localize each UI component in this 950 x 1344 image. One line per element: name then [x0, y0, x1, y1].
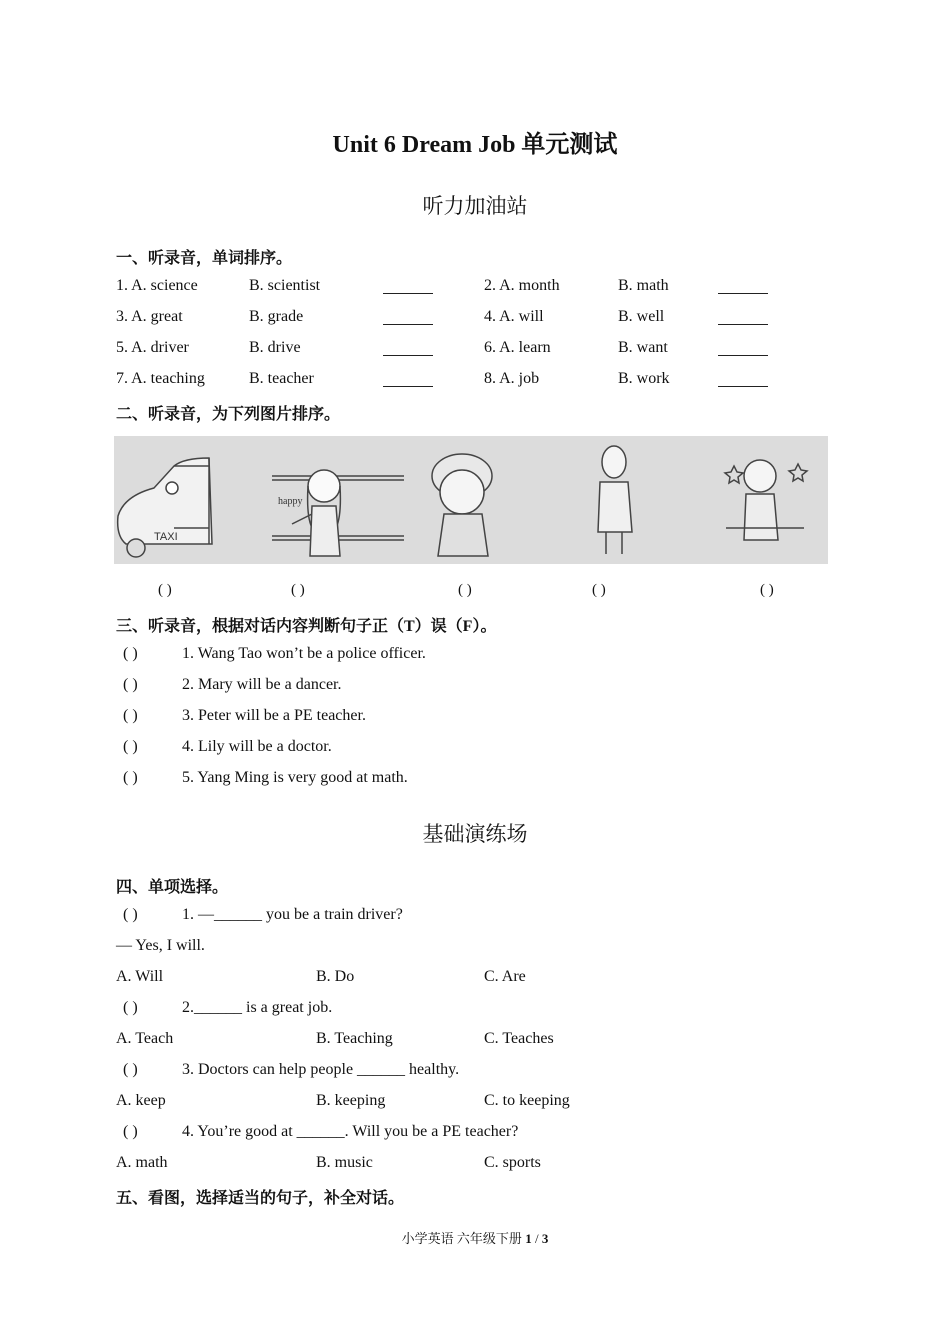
answer-blank[interactable] [383, 370, 433, 392]
page-number: 1 [525, 1231, 532, 1246]
tf-statement: 5. Yang Ming is very good at math. [182, 769, 408, 786]
mc-question-text: 2.______ is a great job. [182, 999, 333, 1016]
word-option: 1. A. science [116, 277, 198, 294]
section-2-title: 二、听录音，为下列图片排序。 [116, 406, 341, 423]
board-label: happy [278, 496, 303, 507]
taxi-label: TAXI [154, 531, 178, 543]
word-option: B. well [618, 308, 665, 325]
singer-picture [725, 460, 807, 540]
word-option: 7. A. teaching [116, 370, 205, 387]
word-row [0, 308, 950, 332]
word-option: B. scientist [249, 277, 321, 294]
tf-item [0, 707, 950, 731]
word-option: B. grade [249, 308, 304, 325]
mc-question-text: 1. —______ you be a train driver? [182, 906, 403, 923]
mc-question [0, 1061, 950, 1085]
word-option: B. want [618, 339, 668, 356]
tf-answer-paren[interactable]: ( ) [123, 769, 138, 786]
mc-answer-paren[interactable]: ( ) [123, 1123, 138, 1140]
answer-blank[interactable] [718, 370, 768, 392]
mc-option[interactable]: A. math [116, 1154, 168, 1171]
tf-answer-paren[interactable]: ( ) [123, 645, 138, 662]
answer-blank[interactable] [718, 339, 768, 361]
section-4-title: 四、单项选择。 [116, 879, 229, 896]
mc-options [0, 968, 950, 992]
tf-item [0, 676, 950, 700]
answer-blank[interactable] [383, 277, 433, 299]
word-option: 6. A. learn [484, 339, 551, 356]
mc-answer-paren[interactable]: ( ) [123, 1061, 138, 1078]
farmer-picture [432, 454, 492, 556]
mc-option[interactable]: A. Teach [116, 1030, 174, 1047]
listening-heading: 听力加油站 [422, 194, 528, 218]
word-option: 8. A. job [484, 370, 540, 387]
tf-statement: 2. Mary will be a dancer. [182, 676, 342, 693]
mc-option[interactable]: C. sports [484, 1154, 541, 1171]
mc-dialogue-text: — Yes, I will. [116, 937, 205, 954]
mc-question-text: 4. You’re good at ______. Will you be a PE teacher? [182, 1123, 519, 1140]
word-option: B. math [618, 277, 669, 294]
tf-statement: 4. Lily will be a doctor. [182, 738, 332, 755]
page-footer [0, 1228, 950, 1247]
mc-option[interactable]: A. keep [116, 1092, 166, 1109]
mc-options [0, 1154, 950, 1178]
mc-question [0, 906, 950, 930]
word-option: 2. A. month [484, 277, 560, 294]
word-option: B. teacher [249, 370, 314, 387]
basics-heading: 基础演练场 [422, 822, 528, 846]
answer-blank[interactable] [718, 308, 768, 330]
mc-options [0, 1030, 950, 1054]
word-row [0, 277, 950, 301]
answer-blank[interactable] [718, 277, 768, 299]
mc-question [0, 1123, 950, 1147]
mc-option[interactable]: C. Are [484, 968, 526, 985]
page-separator: / [534, 1231, 539, 1246]
tf-item [0, 769, 950, 793]
picture-strip [114, 436, 828, 564]
mc-question-text: 3. Doctors can help people ______ healthy. [182, 1061, 460, 1078]
answer-blank[interactable] [383, 308, 433, 330]
job-pictures [114, 436, 828, 564]
mc-option[interactable]: B. Do [316, 968, 355, 985]
section-1-title: 一、听录音，单词排序。 [116, 250, 293, 267]
tf-statement: 3. Peter will be a PE teacher. [182, 707, 366, 724]
page-total: 3 [541, 1231, 549, 1246]
teacher-picture [272, 470, 404, 556]
section-3-title: 三、听录音，根据对话内容判断句子正（T）误（F）。 [116, 618, 497, 635]
tf-answer-paren[interactable]: ( ) [123, 707, 138, 724]
word-option: B. drive [249, 339, 301, 356]
mc-option[interactable]: B. keeping [316, 1092, 386, 1109]
tf-statement: 1. Wang Tao won’t be a police officer. [182, 645, 426, 662]
mc-question [0, 999, 950, 1023]
mc-option[interactable]: A. Will [116, 968, 164, 985]
mc-option[interactable]: B. music [316, 1154, 373, 1171]
footer-text: 小学英语 六年级下册 [401, 1231, 522, 1246]
mc-answer-paren[interactable]: ( ) [123, 906, 138, 923]
word-row [0, 339, 950, 363]
doctor-picture [598, 446, 632, 554]
mc-answer-paren[interactable]: ( ) [123, 999, 138, 1016]
mc-option[interactable]: B. Teaching [316, 1030, 393, 1047]
word-row [0, 370, 950, 394]
word-option: 5. A. driver [116, 339, 189, 356]
mc-dialogue-line [0, 937, 950, 961]
mc-option[interactable]: C. Teaches [484, 1030, 554, 1047]
word-option: 4. A. will [484, 308, 544, 325]
tf-item [0, 645, 950, 669]
mc-option[interactable]: C. to keeping [484, 1092, 570, 1109]
mc-options [0, 1092, 950, 1116]
word-option: B. work [618, 370, 670, 387]
answer-blank[interactable] [383, 339, 433, 361]
section-5-title: 五、看图，选择适当的句子，补全对话。 [116, 1190, 405, 1207]
picture-answer-paren[interactable]: ( ) [158, 582, 172, 598]
picture-answer-paren[interactable]: ( ) [760, 582, 774, 598]
tf-answer-paren[interactable]: ( ) [123, 738, 138, 755]
picture-answer-paren[interactable]: ( ) [291, 582, 305, 598]
picture-answer-paren[interactable]: ( ) [592, 582, 606, 598]
page-title: Unit 6 Dream Job 单元测试 [332, 132, 618, 158]
word-option: 3. A. great [116, 308, 183, 325]
tf-answer-paren[interactable]: ( ) [123, 676, 138, 693]
picture-answer-paren[interactable]: ( ) [458, 582, 472, 598]
tf-item [0, 738, 950, 762]
